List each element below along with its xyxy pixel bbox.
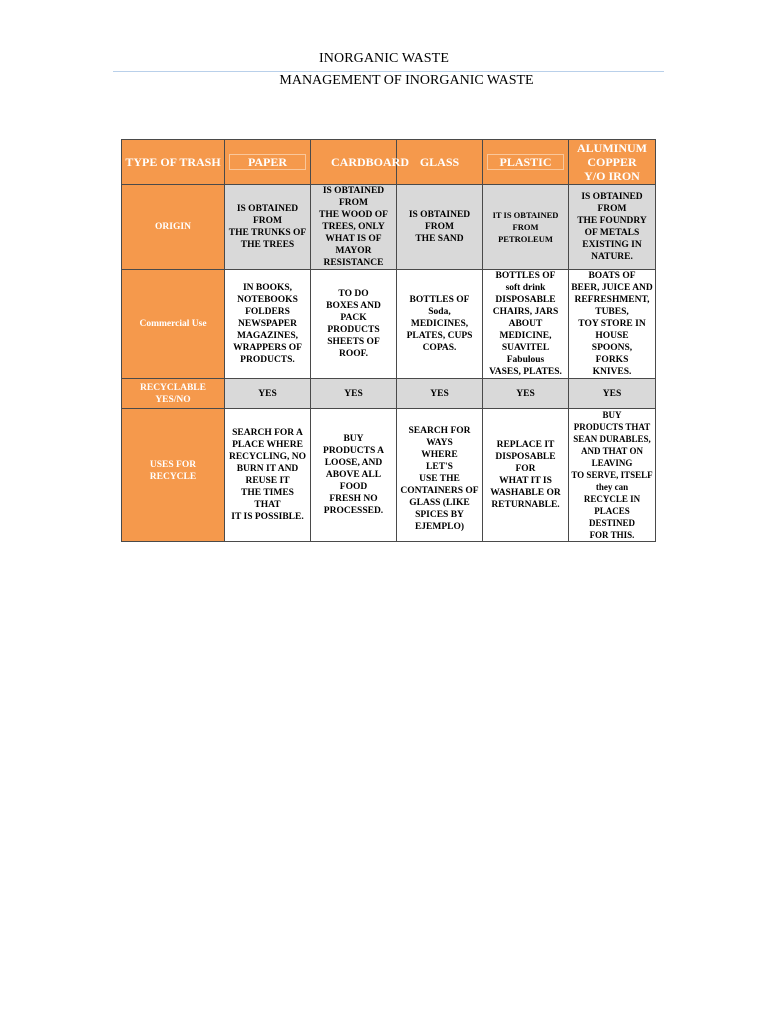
cell-recyclable-plastic: YES [483, 379, 569, 409]
document-subtitle: MANAGEMENT OF INORGANIC WASTE [279, 73, 534, 88]
cell-recyclable-metals: YES [569, 379, 656, 409]
header-label: ALUMINUM COPPER Y/O IRON [577, 141, 647, 183]
row-recyclable [122, 379, 656, 409]
cell-recyclable-glass: YES [397, 379, 483, 409]
cell-commercial-glass: BOTTLES OF Soda, MEDICINES, PLATES, CUPS COPAS. [397, 270, 483, 379]
cell-recyclable-paper: YES [225, 379, 311, 409]
cell-commercial-paper: IN BOOKS, NOTEBOOKS FOLDERS NEWSPAPER MAGAZINES, WRAPPERS OF PRODUCTS. [225, 270, 311, 379]
cell-uses-plastic: REPLACE IT DISPOSABLE FOR WHAT IT IS WASHABLE OR RETURNABLE. [483, 409, 569, 542]
row-uses-for-recycle [122, 409, 656, 542]
document-title: INORGANIC WASTE [319, 51, 449, 66]
cell-origin-cardboard: IS OBTAINED FROM THE WOOD OF TREES, ONLY WHAT IS OF MAYOR RESISTANCE [311, 185, 397, 270]
row-label-recyclable: RECYCLABLE YES/NO [122, 379, 225, 409]
row-label-origin: ORIGIN [122, 185, 225, 270]
row-label-commercial-use: Commercial Use [122, 270, 225, 379]
cell-origin-paper: IS OBTAINED FROM THE TRUNKS OF THE TREES [225, 185, 311, 270]
row-label-uses-for-recycle: USES FOR RECYCLE [122, 409, 225, 542]
header-label: PLASTIC [487, 154, 564, 170]
header-cardboard [311, 140, 409, 185]
row-commercial-use [122, 270, 656, 379]
header-plastic [483, 140, 569, 185]
title-divider [113, 71, 664, 72]
cell-uses-metals: BUY PRODUCTS THAT SEAN DURABLES, AND THAT ON LEAVING TO SERVE, ITSELF they can RECYCLE IN PLACES DESTINED FOR THIS. [569, 409, 656, 542]
cell-recyclable-cardboard: YES [311, 379, 397, 409]
cell-commercial-cardboard: TO DO BOXES AND PACK PRODUCTS SHEETS OF ROOF. [311, 270, 397, 379]
cell-commercial-plastic: BOTTLES OF soft drink DISPOSABLE CHAIRS, JARS ABOUT MEDICINE, SUAVITEL Fabulous VASES, PLATES. [483, 270, 569, 379]
waste-management-table [121, 139, 656, 542]
cell-origin-glass: IS OBTAINED FROM THE SAND [397, 185, 483, 270]
header-label: GLASS [419, 155, 460, 169]
header-label: CARDBOARD [331, 155, 409, 169]
table-header-row [122, 140, 656, 185]
cell-origin-plastic: IT IS OBTAINED FROM PETROLEUM [483, 185, 569, 270]
cell-uses-paper: SEARCH FOR A PLACE WHERE RECYCLING, NO BURN IT AND REUSE IT THE TIMES THAT IT IS POSSIBLE. [225, 409, 311, 542]
cell-commercial-metals: BOATS OF BEER, JUICE AND REFRESHMENT, TUBES, TOY STORE IN HOUSE SPOONS, FORKS KNIVES. [569, 270, 656, 379]
header-paper [225, 140, 311, 185]
cell-uses-glass: SEARCH FOR WAYS WHERE LET'S USE THE CONTAINERS OF GLASS (LIKE SPICES BY EJEMPLO) [397, 409, 483, 542]
cell-uses-cardboard: BUY PRODUCTS A LOOSE, AND ABOVE ALL FOOD FRESH NO PROCESSED. [311, 409, 397, 542]
header-metals [569, 140, 656, 185]
header-glass [397, 140, 483, 185]
cell-origin-metals: IS OBTAINED FROM THE FOUNDRY OF METALS EXISTING IN NATURE. [569, 185, 656, 270]
row-origin [122, 185, 656, 270]
header-type-of-trash: TYPE OF TRASH [122, 140, 225, 185]
header-label: PAPER [229, 154, 306, 170]
